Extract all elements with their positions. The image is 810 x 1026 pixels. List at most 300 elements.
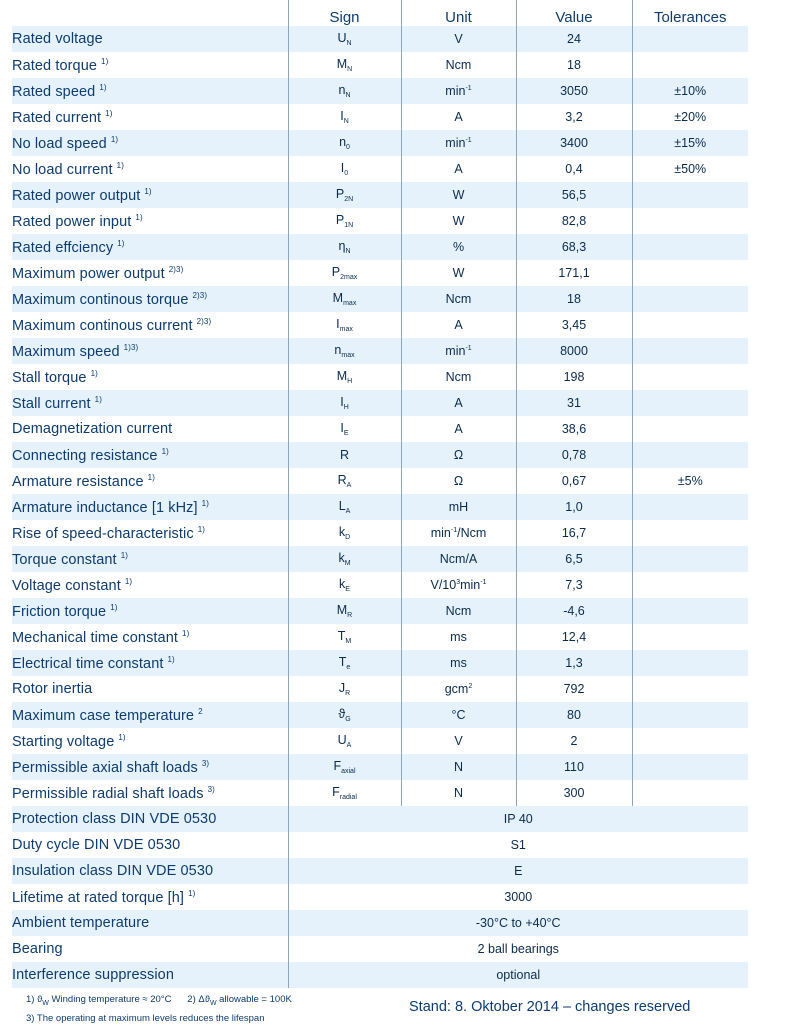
sign-symbol: M [336,369,348,383]
sign-cell [288,598,401,624]
parameter-name: Electrical time constant [12,655,164,672]
table-row [12,364,748,390]
tolerance-cell [632,702,748,728]
unit-cell [401,546,516,572]
parameter-name: Rated voltage [12,31,103,47]
sign-symbol: I [336,317,340,331]
parameter-name: Demagnetization current [12,421,173,437]
parameter-name: Stall current [12,395,91,412]
sign-symbol: M [336,57,348,71]
unit-cell [401,364,516,390]
value-cell: 56,5 [516,182,632,208]
header-unit: Unit [401,0,516,26]
value-cell: 8000 [516,338,632,364]
unit-text: min [445,344,466,358]
tolerance-cell [632,442,748,468]
parameter-name-cell [12,858,288,884]
parameter-name-cell [12,78,288,104]
tolerance-cell [632,650,748,676]
value-cell: 80 [516,702,632,728]
unit-text: A [454,162,463,176]
unit-cell [401,390,516,416]
tolerance-cell [632,416,748,442]
sign-subscript: D [345,534,351,541]
sign-subscript: N [347,66,353,73]
tolerance-cell [632,572,748,598]
footnote-2-prefix: 2) Δϑ [187,994,210,1005]
parameter-name-cell [12,624,288,650]
sign-subscript: 0 [344,170,349,177]
table-row [12,208,748,234]
footnote-ref: 3) [207,784,215,794]
parameter-name: No load speed [12,135,107,152]
table-row [12,702,748,728]
unit-text: Ncm [445,604,472,618]
footnote-ref: 2 [198,706,203,716]
tolerance-cell [632,390,748,416]
unit-text: °C [451,708,466,722]
table-row [12,156,748,182]
value-cell: 1,0 [516,494,632,520]
footnote-2-text: allowable = 100K [216,994,292,1005]
sign-cell [288,78,401,104]
sign-cell [288,182,401,208]
sign-cell [288,338,401,364]
sign-cell [288,754,401,780]
parameter-name: Protection class DIN VDE 0530 [12,811,217,827]
sign-subscript: A [346,482,352,489]
sign-cell [288,624,401,650]
unit-cell [401,598,516,624]
unit-cell [401,780,516,806]
sign-subscript: N [346,40,352,47]
parameter-name-cell [12,286,288,312]
footnote-ref: 1) [188,888,196,898]
sign-subscript: H [343,404,349,411]
sign-symbol: I [340,109,344,123]
parameter-name: Duty cycle DIN VDE 0530 [12,837,181,853]
unit-cell [401,78,516,104]
merged-value-cell: S1 [288,832,748,858]
sign-subscript: A [346,742,352,749]
sign-cell [288,676,401,702]
sign-cell [288,546,401,572]
tolerance-cell [632,286,748,312]
sign-subscript: radial [339,794,357,801]
value-cell: 3,2 [516,104,632,130]
tolerance-cell: ±5% [632,468,748,494]
sign-cell [288,442,401,468]
sign-symbol: n [334,343,342,357]
unit-exponent: -1 [465,137,472,144]
table-row [12,858,748,884]
unit-text: min [430,526,451,540]
value-cell: 18 [516,52,632,78]
value-cell: -4,6 [516,598,632,624]
sign-subscript: 1N [344,222,354,229]
unit-text: Ncm [445,370,472,384]
table-row [12,234,748,260]
value-cell: 82,8 [516,208,632,234]
sign-cell [288,156,401,182]
unit-text: Ncm [445,58,472,72]
sign-cell [288,702,401,728]
value-cell: 38,6 [516,416,632,442]
sign-symbol: k [338,551,345,565]
footnote-ref: 1) [117,238,125,248]
parameter-name: Rotor inertia [12,681,93,697]
parameter-name-cell [12,754,288,780]
value-cell: 68,3 [516,234,632,260]
footnote-ref: 1) [99,82,107,92]
parameter-name-cell [12,702,288,728]
footnote-line-1 [26,992,292,1011]
footnote-ref: 1) [110,134,119,144]
parameter-name: Interference suppression [12,967,174,983]
unit-text: A [454,110,463,124]
parameter-name-cell [12,390,288,416]
value-cell: 16,7 [516,520,632,546]
sign-subscript: 2max [340,274,358,281]
parameter-name: Maximum speed [12,343,120,360]
parameter-name: Maximum case temperature [12,707,195,724]
parameter-name-cell [12,182,288,208]
sign-subscript: max [343,300,357,307]
sign-cell [288,494,401,520]
tolerance-cell [632,364,748,390]
sign-symbol: J [338,681,346,695]
parameter-name-cell [12,546,288,572]
parameter-name-cell [12,676,288,702]
unit-cell [401,728,516,754]
table-row [12,416,748,442]
sign-symbol: F [333,759,342,773]
sign-subscript: 2N [344,196,354,203]
sign-cell [288,780,401,806]
tolerance-cell: ±10% [632,78,748,104]
value-cell: 171,1 [516,260,632,286]
sign-subscript: M [344,560,351,567]
footnote-ref: 1) [135,212,143,222]
table-row [12,78,748,104]
parameter-name-cell [12,338,288,364]
parameter-name-cell [12,494,288,520]
unit-cell [401,312,516,338]
parameter-name-cell [12,832,288,858]
unit-text: W [452,266,465,280]
unit-cell [401,156,516,182]
sign-cell [288,208,401,234]
sign-cell [288,312,401,338]
footnote-3: 3) The operating at maximum levels reduces the lifespan [26,1012,265,1024]
sign-subscript: max [341,352,355,359]
parameter-name: Connecting resistance [12,447,158,464]
unit-text: Ω [453,448,464,462]
table-row [12,598,748,624]
footnote-ref: 3) [201,758,210,768]
unit-text: ms [450,656,467,670]
footnote-ref: 1) [101,56,109,66]
sign-cell [288,52,401,78]
parameter-name-cell [12,780,288,806]
table-row [12,572,748,598]
unit-text: gcm [444,682,469,696]
unit-cell [401,468,516,494]
merged-value-cell: optional [288,962,748,988]
tolerance-cell [632,234,748,260]
parameter-name: Voltage constant [12,577,121,594]
sign-subscript: axial [341,768,356,775]
stand-note: Stand: 8. Oktober 2014 – changes reserved [409,999,691,1015]
tolerance-cell [632,598,748,624]
unit-cell [401,650,516,676]
parameter-name: Rated effciency [12,239,114,256]
parameter-name-cell [12,364,288,390]
tolerance-cell [632,520,748,546]
parameter-name-cell [12,884,288,910]
sign-cell [288,26,401,52]
sign-cell [288,364,401,390]
sign-cell [288,104,401,130]
footnotes [26,992,292,1026]
tolerance-cell [632,338,748,364]
value-cell: 300 [516,780,632,806]
unit-text: W [452,188,465,202]
table-row [12,26,748,52]
parameter-name: Maximum power output [12,265,165,282]
table-row [12,52,748,78]
sign-symbol: T [337,629,346,643]
tolerance-cell [632,754,748,780]
table-row [12,754,748,780]
table-row [12,806,748,832]
parameter-name-cell [12,104,288,130]
table-row [12,884,748,910]
table-row [12,962,748,988]
tolerance-cell [632,208,748,234]
value-cell: 18 [516,286,632,312]
value-cell: 7,3 [516,572,632,598]
unit-suffix: /Ncm [457,526,487,540]
table-row [12,104,748,130]
sign-subscript: M [345,638,352,645]
parameter-name: Armature resistance [12,473,144,490]
table-row [12,832,748,858]
tolerance-cell [632,494,748,520]
unit-text: W [452,214,465,228]
unit-text: min [445,84,466,98]
sign-symbol: L [338,499,346,513]
value-cell: 3,45 [516,312,632,338]
value-cell: 3050 [516,78,632,104]
unit-cell [401,754,516,780]
parameter-name: Stall torque [12,369,87,386]
parameter-name-cell [12,468,288,494]
merged-value-cell: 2 ball bearings [288,936,748,962]
tolerance-cell [632,52,748,78]
unit-cell [401,208,516,234]
parameter-name: Permissible radial shaft loads [12,785,204,802]
table-row [12,312,748,338]
unit-cell [401,520,516,546]
parameter-name-cell [12,26,288,52]
parameter-name-cell [12,52,288,78]
value-cell: 12,4 [516,624,632,650]
sign-symbol: P [335,187,345,201]
value-cell: 3400 [516,130,632,156]
sign-cell [288,260,401,286]
unit-text: V [454,734,463,748]
sign-subscript: E [345,586,350,593]
sign-symbol: U [337,733,347,747]
footnote-ref: 1) [120,550,129,560]
motor-spec-table [12,0,748,988]
parameter-name: Armature inductance [1 kHz] [12,499,198,516]
parameter-name: Maximum continous current [12,317,193,334]
parameter-name-cell [12,650,288,676]
sign-cell [288,286,401,312]
parameter-name-cell [12,416,288,442]
sign-subscript: N [343,118,349,125]
footnote-2-sub: W [209,999,217,1007]
sign-cell [288,130,401,156]
parameter-name: Rated power input [12,213,132,230]
tolerance-cell: ±20% [632,104,748,130]
parameter-name: No load current [12,161,113,178]
parameter-name: Rated power output [12,187,141,204]
unit-cell [401,702,516,728]
unit-exponent: 3 [456,579,461,586]
sign-subscript: H [347,378,353,385]
sign-symbol: P [335,213,345,227]
sign-symbol: I [340,161,345,175]
value-cell: 2 [516,728,632,754]
table-row [12,390,748,416]
sign-cell [288,650,401,676]
footnote-ref: 1) [116,160,124,170]
tolerance-cell [632,312,748,338]
unit-cell [401,338,516,364]
sign-symbol: M [336,603,348,617]
sign-subscript: E [343,430,349,437]
table-row [12,286,748,312]
sign-subscript: 0 [346,144,350,151]
header-blank [12,0,288,26]
sign-symbol: I [340,395,344,409]
header-value: Value [516,0,632,26]
parameter-name-cell [12,962,288,988]
footnote-ref: 2)3) [196,316,212,326]
merged-value-cell: IP 40 [288,806,748,832]
value-cell: 24 [516,26,632,52]
tolerance-cell [632,26,748,52]
value-cell: 0,78 [516,442,632,468]
parameter-name-cell [12,598,288,624]
parameter-name: Permissible axial shaft loads [12,759,198,776]
merged-value-cell: -30°C to +40°C [288,910,748,936]
tolerance-cell [632,780,748,806]
sign-symbol: R [337,473,347,487]
sign-symbol: k [338,525,346,539]
parameter-name: Bearing [12,941,63,957]
sign-cell [288,572,401,598]
footnote-ref: 1) [144,186,152,196]
unit-cell [401,572,516,598]
footnote-1-prefix: 1) ϑ [26,994,43,1005]
unit-cell [401,234,516,260]
sign-symbol: n [339,135,347,149]
unit-text: A [454,318,463,332]
table-row [12,494,748,520]
unit-cell [401,442,516,468]
sign-cell [288,728,401,754]
unit-suffix: min [460,578,481,592]
unit-exponent: -1 [465,345,472,352]
unit-text: N [453,760,464,774]
footnote-ref: 1) [197,524,206,534]
sign-cell [288,390,401,416]
parameter-name: Rated speed [12,83,96,100]
footnote-1-sub: W [42,999,49,1007]
unit-cell [401,104,516,130]
sign-cell [288,520,401,546]
table-row [12,936,748,962]
parameter-name-cell [12,910,288,936]
parameter-name-cell [12,312,288,338]
unit-cell [401,416,516,442]
parameter-name: Starting voltage [12,733,115,750]
parameter-name: Mechanical time constant [12,629,179,646]
unit-cell [401,624,516,650]
parameter-name-cell [12,520,288,546]
sign-symbol: M [332,291,344,305]
sign-subscript: R [345,690,351,697]
sign-symbol: U [337,31,347,45]
table-row [12,728,748,754]
sign-cell [288,468,401,494]
unit-cell [401,676,516,702]
footnote-ref: 1) [90,368,98,378]
unit-text: Ω [453,474,464,488]
footnote-ref: 1) [118,732,126,742]
parameter-name-cell [12,936,288,962]
unit-cell [401,52,516,78]
sign-subscript: N [345,248,351,255]
parameter-name-cell [12,728,288,754]
parameter-name-cell [12,572,288,598]
footnote-ref: 1) [110,602,118,612]
footnote-ref: 1)3) [123,342,139,352]
table-row [12,468,748,494]
table-row [12,442,748,468]
tolerance-cell [632,728,748,754]
value-cell: 0,67 [516,468,632,494]
tolerance-cell [632,546,748,572]
unit-cell [401,130,516,156]
footnote-ref: 1) [147,472,155,482]
parameter-name-cell [12,130,288,156]
table-row [12,910,748,936]
merged-value-cell: E [288,858,748,884]
value-cell: 1,3 [516,650,632,676]
value-cell: 792 [516,676,632,702]
value-cell: 198 [516,364,632,390]
sign-subscript: e [346,664,351,671]
parameter-name: Rated torque [12,57,98,74]
unit-text: min [445,136,466,150]
parameter-name: Ambient temperature [12,915,150,931]
footnote-ref: 1) [94,394,102,404]
